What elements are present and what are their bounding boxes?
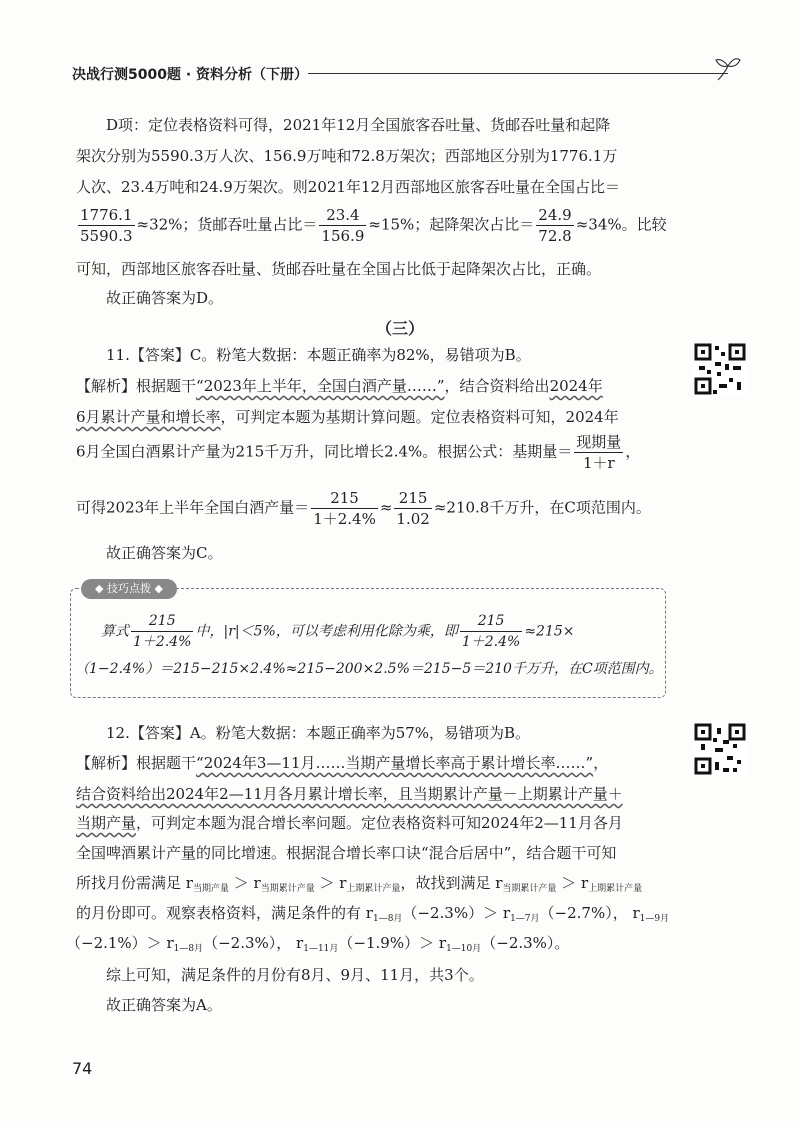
fraction: $\frac{\text{现期量}}{1+r}$ (576, 433, 622, 472)
q12-conclusion: 故正确答案为A。 (106, 996, 222, 1014)
fraction: $\frac{23.4}{156.9}$ (321, 206, 365, 245)
q11-answer-head: 11.【答案】C。粉笔大数据：本题正确率为82%，易错项为B。 (106, 346, 531, 364)
fraction: $\frac{215}{1+2.4\%}$ (461, 613, 521, 650)
q12-summary: 综上可知，满足条件的月份有8月、9月、11月，共3个。 (106, 966, 484, 984)
running-header (72, 58, 742, 84)
book-title: 决战行测5000题 · 资料分析（下册） (72, 67, 309, 83)
q12-analysis-line3: 当期产量，可判定本题为混合增长率问题。定位表格资料可知2024年2—11月各月 (76, 814, 623, 832)
d-item-line2: 架次分别为5590.3万人次、156.9万吨和72.8万架次；西部地区分别为1776.1万 (76, 147, 618, 165)
q11-analysis-line1: 【解析】根据题干“2023年上半年，全国白酒产量……”，结合资料给出2024年 (76, 377, 603, 395)
fraction: $\frac{24.9}{72.8}$ (538, 206, 572, 245)
section-title: （三） (375, 319, 424, 338)
fraction: $\frac{1776.1}{5590.3}$ (80, 206, 133, 245)
q11-analysis-line4: 可得2023年上半年全国白酒产量＝ $\frac{215}{1+2.4\%}$ ≈ $\frac{215}{1.02}$ ≈210.8千万升，在C项范围内。 (76, 489, 651, 528)
d-item-conclusion: 故正确答案为D。 (106, 289, 224, 307)
q12-analysis-line1: 【解析】根据题干“2024年3—11月……当期产量增长率高于累计增长率……”， (76, 754, 609, 772)
q12-analysis-line4: 全国啤酒累计产量的同比增速。根据混合增长率口诀“混合后居中”，结合题干可知 (76, 844, 617, 862)
header-rule (308, 73, 728, 74)
fraction: $\frac{215}{1+2.4\%}$ (133, 613, 192, 650)
analysis-label: 【解析】 (76, 377, 137, 395)
q12-analysis-line2: 结合资料给出2024年2—11月各月累计增长率，且当期累计产量－上期累计产量＋ (76, 785, 623, 803)
tip-box (70, 582, 666, 698)
fraction: $\frac{215}{1+2.4\%}$ (313, 489, 376, 528)
q12-answer-head: 12.【答案】A。粉笔大数据：本题正确率为57%，易错项为B。 (106, 724, 531, 742)
leaf-sprout-icon (714, 56, 742, 82)
q11-analysis-line2: 6月累计产量和增长率，可判定本题为基期计算问题。定位表格资料可知，2024年 (76, 408, 619, 426)
q12-analysis-line7: $(-2.1\%)> r_{1—8月}(-2.3\%)$， $r_{1—11月}(-1.9\%)> r_{1—10月}(-2.3\%)$。 (66, 934, 570, 954)
q12-analysis-line5: 所找月份需满足 $r_{当期产量} > r_{当期累计产量} > r_{上期累计产量}$，故找到满足 $r_{当期累计产量} > r_{上期累计产量}$ (76, 874, 643, 894)
tip-text: 算式 $\frac{215}{1+2.4\%}$ 中，|r|＜5%，可以考虑利用化除为乘，即 $\frac{215}{1+2.4\%}$ ≈215× （1−2.4%）＝215−215×2.4%≈215−200×2.5%＝215−5＝210千万升，在C项范围内。 (75, 613, 663, 677)
d-item-fractions: $\frac{1776.1}{5590.3}$ ≈32%；货邮吞吐量占比＝ $\frac{23.4}{156.9}$ ≈15%；起降架次占比＝ $\frac{24.9}{72.8}$ ≈34%。比较 (80, 206, 667, 245)
q11-conclusion: 故正确答案为C。 (106, 544, 223, 562)
d-item-line1: D项：定位表格资料可得，2021年12月全国旅客吞吐量、货邮吞吐量和起降 (106, 116, 611, 134)
qr-code-icon[interactable] (693, 722, 747, 776)
q11-analysis-line3: 6月全国白酒累计产量为215千万升，同比增长2.4%。根据公式：基期量＝ $\frac{\text{现期量}}{1+r}$ ， (76, 433, 641, 472)
q12-analysis-line6: 的月份即可。观察表格资料，满足条件的有 $r_{1—8月}(-2.3\%)> r_{1—7月}(-2.7\%)$， $r_{1—9月}$ (76, 904, 670, 924)
qr-code-icon[interactable] (693, 342, 747, 396)
fraction: $\frac{215}{1.02}$ (396, 489, 430, 528)
d-item-line5: 可知，西部地区旅客吞吐量、货邮吞吐量在全国占比低于起降架次占比，正确。 (76, 260, 602, 278)
page-number: 74 (72, 1059, 93, 1078)
tip-label: ◆ 技巧点拨 ◆ (81, 579, 177, 599)
d-item-line3: 人次、23.4万吨和24.9万架次。则2021年12月西部地区旅客吞吐量在全国占比＝ (76, 178, 621, 196)
